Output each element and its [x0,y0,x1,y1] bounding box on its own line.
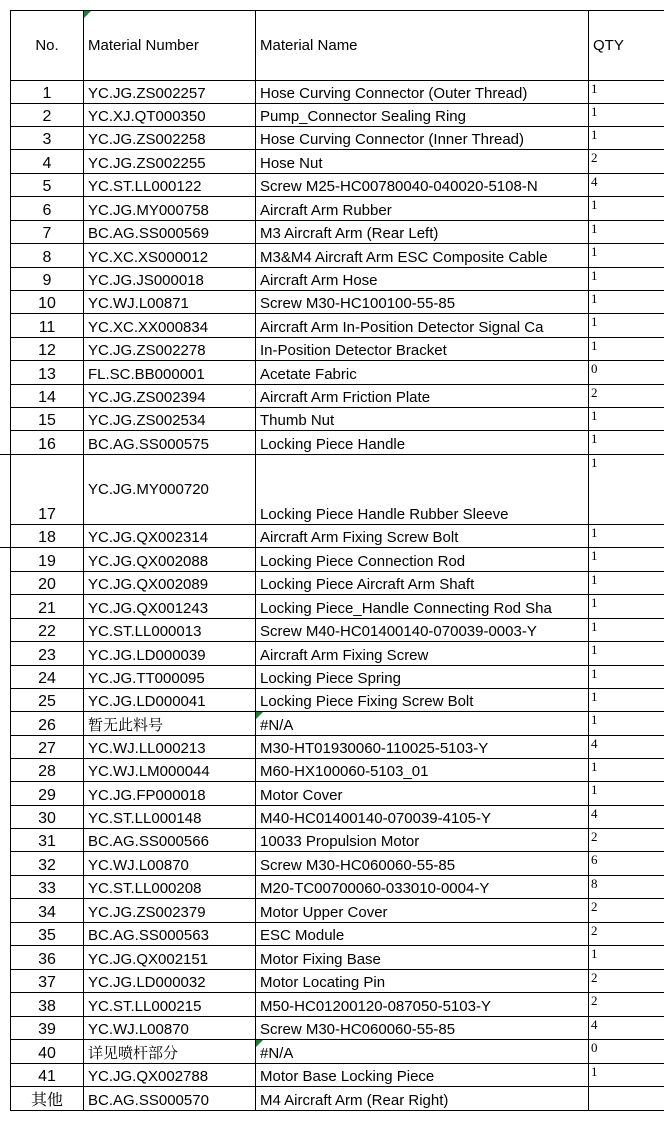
row-material-number: YC.JG.ZS002255 [84,150,256,174]
row-no: 15 [11,408,84,431]
row-material-name: #N/A [256,1040,589,1064]
row-qty: 1 [589,268,664,291]
row-qty: 2 [589,829,664,852]
row-material-number: BC.AG.SS000566 [84,829,256,852]
row-no: 21 [11,595,84,619]
row-material-name: Locking Piece Fixing Screw Bolt [256,689,589,712]
row-material-name: Screw M30-HC060060-55-85 [256,852,589,876]
table-row [11,338,664,361]
row-qty: 1 [589,104,664,127]
row-qty: 1 [589,782,664,806]
row-material-name: In-Position Detector Bracket [256,338,589,361]
row-material-name: Aircraft Arm Fixing Screw Bolt [256,525,589,548]
row-material-number: YC.ST.LL000122 [84,174,256,197]
row-material-name: M4 Aircraft Arm (Rear Right) [256,1087,589,1111]
row-qty: 1 [589,81,664,104]
row-material-number: YC.WJ.L00870 [84,852,256,876]
row-material-number: YC.ST.LL000013 [84,619,256,642]
row-material-name: Aircraft Arm Friction Plate [256,385,589,408]
row-no: 1 [11,81,84,104]
row-material-number: YC.WJ.L00871 [84,291,256,314]
row-material-number: YC.JG.QX002788 [84,1064,256,1087]
table-row [11,314,664,338]
row-material-name: Thumb Nut [256,408,589,431]
row-qty: 2 [589,923,664,946]
table-row [11,736,664,759]
row-no: 27 [11,736,84,759]
table-row [11,689,664,712]
table-row [11,946,664,970]
row-qty [589,1087,664,1111]
comment-flag-icon [256,712,263,719]
table-row [11,150,664,174]
row-material-number: FL.SC.BB000001 [84,361,256,385]
row-material-number: 详见喷杆部分 [84,1040,256,1064]
row-qty: 1 [589,244,664,268]
row-no: 23 [11,642,84,666]
row-material-number: YC.JG.ZS002379 [84,899,256,923]
table-row [11,829,664,852]
row-material-number: YC.JG.JS000018 [84,268,256,291]
row-material-name: Motor Upper Cover [256,899,589,923]
header-qty: QTY [589,11,664,81]
row-material-number: YC.JG.ZS002257 [84,81,256,104]
row-qty: 1 [589,431,664,455]
row-qty: 1 [589,314,664,338]
row-no: 22 [11,619,84,642]
row-qty: 0 [589,361,664,385]
row-no: 13 [11,361,84,385]
row-material-number: YC.JG.QX002089 [84,572,256,595]
row-qty: 4 [589,1017,664,1040]
row-no: 17 [11,455,84,525]
row-no: 30 [11,806,84,829]
table-row [11,642,664,666]
table-row [11,782,664,806]
row-qty: 1 [589,666,664,689]
header-row [11,11,664,81]
row-material-name: Aircraft Arm Rubber [256,197,589,221]
row-material-name: Hose Curving Connector (Inner Thread) [256,127,589,150]
row-qty: 2 [589,970,664,993]
row-material-name: Locking Piece Spring [256,666,589,689]
row-material-number: YC.WJ.LM000044 [84,759,256,782]
row-no: 7 [11,221,84,244]
row-qty: 0 [589,1040,664,1064]
row-qty: 2 [589,899,664,923]
row-material-name: Motor Cover [256,782,589,806]
table-row [11,268,664,291]
row-no: 39 [11,1017,84,1040]
row-material-number: BC.AG.SS000569 [84,221,256,244]
row-material-number: YC.JG.QX002314 [84,525,256,548]
row-material-name: Pump_Connector Sealing Ring [256,104,589,127]
bom-table [10,10,664,1111]
row-qty: 1 [589,1064,664,1087]
row-material-name: Hose Curving Connector (Outer Thread) [256,81,589,104]
table-row [11,525,664,548]
row-material-number: BC.AG.SS000563 [84,923,256,946]
row-no: 24 [11,666,84,689]
row-no: 4 [11,150,84,174]
table-row [11,993,664,1017]
row-material-number: YC.JG.ZS002258 [84,127,256,150]
row-qty: 4 [589,736,664,759]
table-row [11,455,664,525]
table-row [11,970,664,993]
row-no: 37 [11,970,84,993]
row-material-number: YC.JG.ZS002534 [84,408,256,431]
row-no: 32 [11,852,84,876]
row-no: 18 [11,525,84,548]
row-material-name: Screw M40-HC01400140-070039-0003-Y [256,619,589,642]
row-material-name: M40-HC01400140-070039-4105-Y [256,806,589,829]
row-material-number: YC.JG.ZS002394 [84,385,256,408]
table-row [11,81,664,104]
table-row [11,244,664,268]
row-qty: 1 [589,408,664,431]
row-qty: 1 [589,619,664,642]
row-material-number: YC.WJ.LL000213 [84,736,256,759]
table-row [11,759,664,782]
row-qty: 1 [589,127,664,150]
header-material-number: Material Number [84,11,256,81]
table-row [11,127,664,150]
row-material-number: YC.JG.MY000720 [84,455,256,525]
table-row [11,595,664,619]
row-no: 20 [11,572,84,595]
table-row [11,548,664,572]
row-material-number: YC.XJ.QT000350 [84,104,256,127]
row-no: 2 [11,104,84,127]
row-material-name: Hose Nut [256,150,589,174]
table-row [11,923,664,946]
row-no: 29 [11,782,84,806]
row-no: 19 [11,548,84,572]
table-row [11,666,664,689]
row-no: 11 [11,314,84,338]
row-material-name: Aircraft Arm In-Position Detector Signal Ca [256,314,589,338]
row-material-name: M3 Aircraft Arm (Rear Left) [256,221,589,244]
row-no: 25 [11,689,84,712]
row-material-name: Screw M25-HC00780040-040020-5108-N [256,174,589,197]
row-no: 8 [11,244,84,268]
row-material-name: Aircraft Arm Hose [256,268,589,291]
header-material-name: Material Name [256,11,589,81]
row-qty: 1 [589,291,664,314]
row-qty: 6 [589,852,664,876]
row-qty: 1 [589,548,664,572]
row-material-number: YC.ST.LL000215 [84,993,256,1017]
row-material-name: Locking Piece_Handle Connecting Rod Sha [256,595,589,619]
row-qty: 1 [589,595,664,619]
row-material-name: M50-HC01200120-087050-5103-Y [256,993,589,1017]
row-qty: 1 [589,946,664,970]
row-no: 26 [11,712,84,736]
comment-flag-icon [256,1040,263,1047]
row-qty: 8 [589,876,664,899]
row-material-name: M30-HT01930060-110025-5103-Y [256,736,589,759]
table-row [11,876,664,899]
row-material-number: YC.JG.ZS002278 [84,338,256,361]
row-qty: 1 [589,759,664,782]
row-no: 36 [11,946,84,970]
row-material-name: Acetate Fabric [256,361,589,385]
row-no: 38 [11,993,84,1017]
table-row [11,899,664,923]
row-qty: 4 [589,806,664,829]
row-no: 3 [11,127,84,150]
row-no: 33 [11,876,84,899]
row-material-number: YC.XC.XS000012 [84,244,256,268]
row-material-number: YC.WJ.L00870 [84,1017,256,1040]
row-material-name: M3&M4 Aircraft Arm ESC Composite Cable [256,244,589,268]
row-qty: 4 [589,174,664,197]
table-row [11,1017,664,1040]
row-no: 其他 [11,1087,84,1111]
row-qty: 1 [589,642,664,666]
row-material-name: Locking Piece Handle Rubber Sleeve [256,455,589,525]
row-qty: 1 [589,712,664,736]
row-material-name: Motor Fixing Base [256,946,589,970]
row-no: 14 [11,385,84,408]
row-qty: 2 [589,150,664,174]
border-tick [0,547,10,548]
row-no: 35 [11,923,84,946]
row-qty: 1 [589,572,664,595]
row-material-number: YC.JG.TT000095 [84,666,256,689]
row-qty: 1 [589,338,664,361]
table-row [11,385,664,408]
row-material-number: 暂无此料号 [84,712,256,736]
row-material-name: #N/A [256,712,589,736]
table-row [11,431,664,455]
row-no: 10 [11,291,84,314]
row-material-name: Motor Locating Pin [256,970,589,993]
row-material-number: YC.JG.QX002088 [84,548,256,572]
table-row [11,197,664,221]
table-row [11,572,664,595]
row-material-name: Locking Piece Connection Rod [256,548,589,572]
table-row [11,174,664,197]
table-row [11,361,664,385]
row-qty: 1 [589,221,664,244]
row-material-name: Aircraft Arm Fixing Screw [256,642,589,666]
row-material-number: YC.JG.FP000018 [84,782,256,806]
row-no: 6 [11,197,84,221]
row-qty: 1 [589,689,664,712]
row-no: 12 [11,338,84,361]
table-row [11,221,664,244]
row-material-number: YC.JG.QX001243 [84,595,256,619]
row-material-name: M60-HX100060-5103_01 [256,759,589,782]
row-no: 40 [11,1040,84,1064]
comment-flag-icon [84,11,91,18]
table-row [11,852,664,876]
row-material-number: BC.AG.SS000575 [84,431,256,455]
row-material-name: Motor Base Locking Piece [256,1064,589,1087]
table-row [11,1064,664,1087]
row-material-name: Locking Piece Aircraft Arm Shaft [256,572,589,595]
table-row [11,408,664,431]
row-material-number: YC.XC.XX000834 [84,314,256,338]
row-material-name: Screw M30-HC060060-55-85 [256,1017,589,1040]
row-no: 31 [11,829,84,852]
row-material-name: 10033 Propulsion Motor [256,829,589,852]
row-material-number: YC.JG.LD000039 [84,642,256,666]
table-row [11,806,664,829]
table-row [11,1040,664,1064]
row-no: 41 [11,1064,84,1087]
table-row [11,291,664,314]
row-qty: 1 [589,525,664,548]
table-row [11,104,664,127]
row-material-number: YC.JG.QX002151 [84,946,256,970]
row-material-number: YC.ST.LL000148 [84,806,256,829]
row-no: 5 [11,174,84,197]
table-row [11,712,664,736]
table-row [11,619,664,642]
row-qty: 2 [589,993,664,1017]
row-no: 9 [11,268,84,291]
header-no: No. [11,11,84,81]
row-material-number: YC.JG.MY000758 [84,197,256,221]
row-material-number: YC.JG.LD000041 [84,689,256,712]
row-no: 16 [11,431,84,455]
table-row [11,1087,664,1111]
row-material-number: YC.JG.LD000032 [84,970,256,993]
row-qty: 1 [589,197,664,221]
row-material-name: Screw M30-HC100100-55-85 [256,291,589,314]
row-no: 34 [11,899,84,923]
row-material-name: ESC Module [256,923,589,946]
row-material-name: M20-TC00700060-033010-0004-Y [256,876,589,899]
row-no: 28 [11,759,84,782]
row-material-number: YC.ST.LL000208 [84,876,256,899]
row-material-number: BC.AG.SS000570 [84,1087,256,1111]
row-material-name: Locking Piece Handle [256,431,589,455]
border-tick [0,454,10,455]
row-qty: 1 [589,455,664,525]
row-qty: 2 [589,385,664,408]
